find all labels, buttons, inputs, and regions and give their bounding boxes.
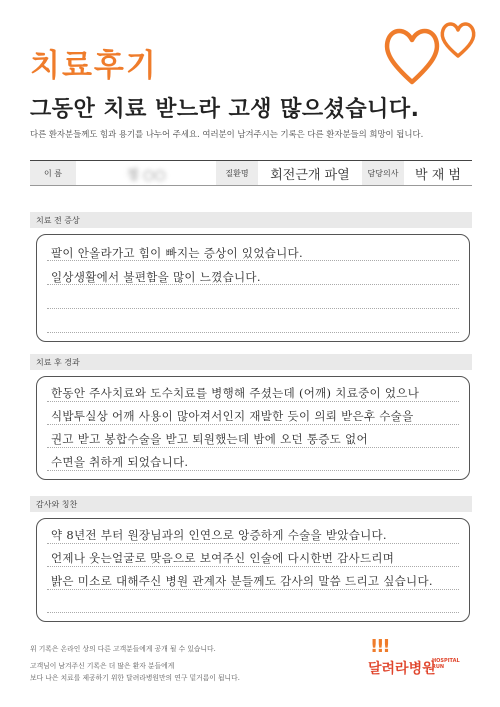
before-line: 팔이 안올라가고 힘이 빠지는 증상이 있었습니다. bbox=[51, 246, 303, 260]
footer-note: 보다 나은 치료를 제공하기 위한 달려라병원만의 연구 밑거름이 됩니다. bbox=[30, 674, 240, 682]
logo-marks: !!! bbox=[370, 636, 389, 657]
name-label: 이 름 bbox=[30, 161, 76, 185]
heart-icon bbox=[442, 24, 474, 56]
footer-note: 위 기록은 온라인 상의 다른 고객분들에게 공개 될 수 있습니다. bbox=[30, 645, 216, 653]
heart-icon bbox=[387, 31, 437, 82]
thanks-line: 언제나 웃는얼굴로 맞음으로 보여주신 인술에 다시한번 감사드리며 bbox=[51, 551, 395, 565]
subline: 다른 환자분들께도 힘과 용기를 나누어 주세요. 여러분이 남겨주시는 기록은 다른 환자분들의 희망이 됩니다. bbox=[30, 129, 424, 139]
after-line: 수면을 취하게 되었습니다. bbox=[51, 455, 189, 469]
logo-subtext bbox=[432, 658, 460, 670]
doctor-label: 담당의사 bbox=[362, 161, 404, 185]
after-line: 한동안 주사치료와 도수치료를 병행해 주셨는데 (어깨) 치료중이 었으나 bbox=[51, 386, 420, 400]
thanks-box bbox=[36, 518, 470, 622]
before-treatment-box bbox=[36, 234, 470, 342]
hospital-logo bbox=[368, 636, 472, 684]
thanks-label: 감사와 칭찬 bbox=[30, 496, 472, 512]
headline: 그동안 치료 받느라 고생 많으셨습니다. bbox=[30, 97, 420, 122]
name-value: 정 ○○ bbox=[126, 167, 166, 183]
thanks-section bbox=[30, 496, 472, 624]
logo-sub-hospital: HOSPITAL bbox=[432, 658, 460, 664]
disease-value: 회전근개 파열 bbox=[270, 167, 350, 183]
logo-sub-run: RUN bbox=[432, 664, 445, 670]
after-treatment-section bbox=[30, 354, 472, 482]
after-treatment-box bbox=[36, 376, 470, 480]
patient-info-row bbox=[30, 160, 472, 186]
logo-name: 달려라병원 bbox=[368, 661, 436, 677]
footer-note: 고객님이 남겨주신 기록은 더 많은 환자 분들에게 bbox=[30, 662, 175, 670]
doctor-value: 박 재 범 bbox=[415, 167, 461, 183]
after-line: 권고 받고 봉합수술을 받고 퇴원했는데 밤에 오던 통증도 없어 bbox=[51, 432, 368, 446]
thanks-line: 약 8년전 부터 원장님과의 인연으로 앙증하게 수술을 받았습니다. bbox=[51, 528, 387, 542]
hearts-icon bbox=[382, 16, 478, 88]
after-line: 식밥투실상 어깨 사용이 많아져서인지 재발한 듯이 의뢰 받은후 수술을 bbox=[51, 409, 414, 423]
after-treatment-label: 치료 후 경과 bbox=[30, 354, 472, 370]
page-title: 치료후기 bbox=[30, 48, 158, 84]
before-line: 일상생활에서 불편함을 많이 느꼈습니다. bbox=[51, 270, 261, 284]
thanks-line: 밝은 미소로 대해주신 병원 관계자 분들께도 감사의 말씀 드리고 싶습니다. bbox=[51, 574, 433, 588]
before-treatment-label: 치료 전 증상 bbox=[30, 212, 472, 228]
disease-label: 질환명 bbox=[216, 161, 258, 185]
before-treatment-section bbox=[30, 212, 472, 344]
